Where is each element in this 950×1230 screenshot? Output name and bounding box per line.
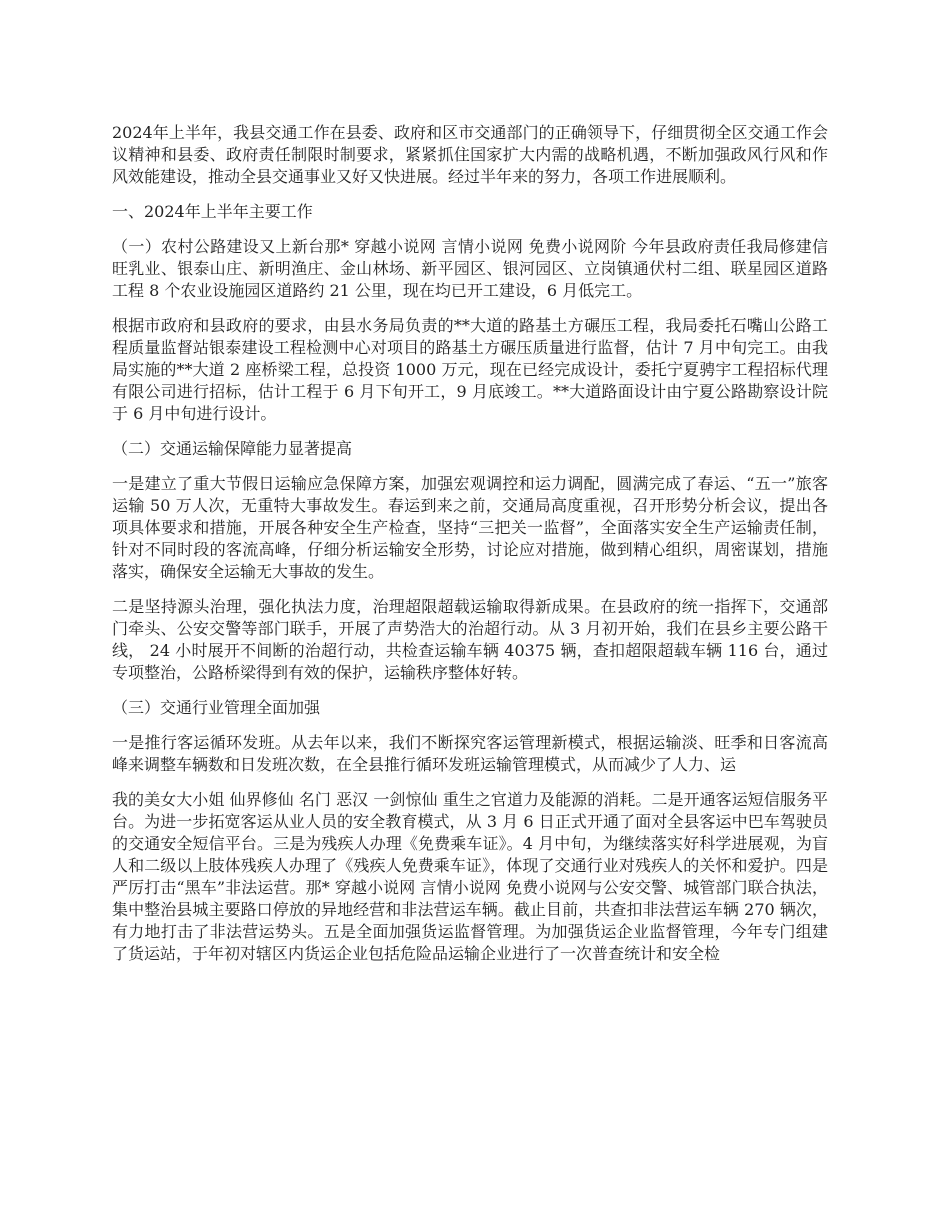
road-projects-paragraph: 根据市政府和县政府的要求，由县水务局负责的**大道的路基土方碾压工程，我局委托石嘴山公路工程质量监督站银泰建设工程检测中心对项目的路基土方碾压质量进行监督，估计 7 月中旬完工。由我局实施的**大道 2 座桥梁工程，总投资 1000 万元，现在已经完成设计，委托宁夏骋宇工程招标代理有限公司进行招标，估计工程于 6 月下旬开工，9 月底竣工。**大道路面设计由宁夏公路勘察设计院于 6 月中旬进行设计。 xyxy=(112,316,828,423)
holiday-transport-paragraph: 一是建立了重大节假日运输应急保障方案，加强宏观调控和运力调配，圆满完成了春运、“五一”旅客运输 50 万人次，无重特大事故发生。春运到来之前，交通局高度重视，召开形势分析会议，提出各项具体要求和措施，开展各种安全生产检查，坚持“三把关一监督”，全面落实安全生产运输责任制，针对不同时段的客流高峰，仔细分析运输安全形势，讨论应对措施，做到精心组织，周密谋划，措施落实，确保安全运输无大事故的发生。 xyxy=(112,474,828,581)
subsection-rural-roads-paragraph: （一）农村公路建设又上新台那* 穿越小说网 言情小说网 免费小说网阶 今年县政府责任我局修建信旺乳业、银泰山庄、新明渔庄、金山林场、新平园区、银河园区、立岗镇通伏村二组、联星园区道路工程 8 个农业设施园区道路约 21 公里，现在均已开工建设，6 月低完工。 xyxy=(112,237,828,300)
section-heading: 一、2024年上半年主要工作 xyxy=(112,202,313,221)
intro-paragraph: 2024年上半年，我县交通工作在县委、政府和区市交通部门的正确领导下，仔细贯彻全区交通工作会议精神和县委、政府责任制限时制要求，紧紧抓住国家扩大内需的战略机遇，不断加强政风行风和作风效能建设，推动全县交通事业又好又快进展。经过半年来的努力，各项工作进展顺利。 xyxy=(112,123,828,186)
subsection-heading-transport-guarantee: （二）交通运输保障能力显著提高 xyxy=(112,439,353,458)
passenger-transport-paragraph: 一是推行客运循环发班。从去年以来，我们不断探究客运管理新模式，根据运输淡、旺季和日客流高峰来调整车辆数和日发班次数，在全县推行循环发班运输管理模式，从而减少了人力、运 xyxy=(112,733,828,774)
services-and-enforcement-paragraph: 我的美女大小姐 仙界修仙 名门 恶汉 一剑惊仙 重生之官道力及能源的消耗。二是开通客运短信服务平台。为进一步拓宽客运从业人员的安全教育模式，从 3 月 6 日正式开通了面对全县客运中巴车驾驶员的交通安全短信平台。三是为残疾人办理《免费乘车证》。4 月中旬，为继续落实好科学进展观，为盲人和二级以上肢体残疾人办理了《残疾人免费乘车证》，体现了交通行业对残疾人的关怀和爱护。四是严厉打击“黑车”非法运营。那* 穿越小说网 言情小说网 免费小说网与公安交警、城管部门联合执法，集中整治县城主要路口停放的异地经营和非法营运车辆。截止目前，共查扣非法营运车辆 270 辆次，有力地打击了非法营运势头。五是全面加强货运监督管理。为加强货运企业监督管理，今年专门组建了货运站，于年初对辖区内货运企业包括危险品运输企业进行了一次普查统计和安全检 xyxy=(112,790,828,963)
overload-control-paragraph: 二是坚持源头治理，强化执法力度，治理超限超载运输取得新成果。在县政府的统一指挥下，交通部门牵头、公安交警等部门联手，开展了声势浩大的治超行动。从 3 月初开始，我们在县乡主要公路干线， 24 小时展开不间断的治超行动，共检查运输车辆 40375 辆，查扣超限超载车辆 116 台，通过专项整治，公路桥梁得到有效的保护，运输秩序整体好转。 xyxy=(112,597,828,682)
subsection-heading-industry-management: （三）交通行业管理全面加强 xyxy=(112,698,321,717)
document-page xyxy=(112,122,828,978)
